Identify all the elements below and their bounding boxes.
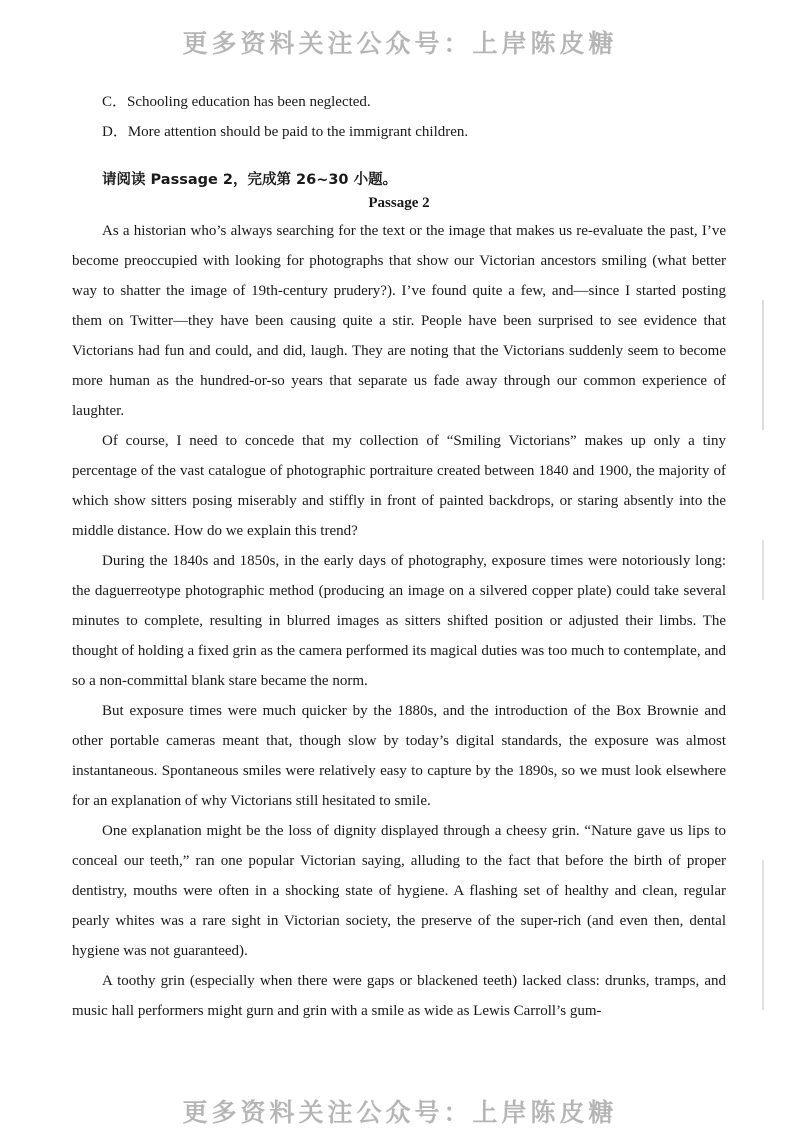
- paragraph-4: But exposure times were much quicker by the 1880s, and the introduction of the Box Brownie and other portable cameras meant that, though slow by today’s digital standards, the exposure was almost instantaneous. Spontaneous smiles were relatively easy to capture by the 1890s, so we must look elsewhere for an explanation of why Victorians still hesitated to smile.: [72, 703, 726, 809]
- watermark-top: 更多资料关注公众号：上岸陈皮糖: [182, 29, 618, 58]
- option-c: C．Schooling education has been neglected.: [102, 94, 371, 110]
- scan-edge-line: [762, 540, 764, 600]
- scan-edge-line: [762, 860, 764, 1010]
- option-d: D．More attention should be paid to the immigrant children.: [102, 124, 469, 140]
- paragraph-2: Of course, I need to concede that my collection of “Smiling Victorians” makes up only a tiny percentage of the vast catalogue of photographic portraiture created between 1840 and 1900, the majority of which show sitters posing miserably and stiffly in front of painted backdrops, or staring absently into the middle distance. How do we explain this trend?: [72, 433, 726, 539]
- passage-title: Passage 2: [368, 195, 430, 211]
- paragraph-1: As a historian who’s always searching for the text or the image that makes us re-evaluate the past, I’ve become preoccupied with looking for photographs that show our Victorian ancestors smiling (what better way to shatter the image of 19th-century prudery?). I’ve found quite a few, and—since I started posting them on Twitter—they have been causing quite a stir. People have been surprised to see evidence that Victorians had fun and could, and did, laugh. They are noting that the Victorians suddenly seem to become more human as the hundred-or-so years that separate us fade away through our common experience of laughter.: [72, 223, 726, 419]
- paragraph-3: During the 1840s and 1850s, in the early days of photography, exposure times were notoriously long: the daguerreotype photographic method (producing an image on a silvered copper plate) could take several minutes to complete, resulting in blurred images as sitters shifted position or adjusted their limbs. The thought of holding a fixed grin as the camera performed its magical duties was too much to contemplate, and so a non-committal blank stare became the norm.: [72, 553, 726, 689]
- paragraph-5: One explanation might be the loss of dignity displayed through a cheesy grin. “Nature gave us lips to conceal our teeth,” ran one popular Victorian saying, alluding to the fact that before the birth of proper dentistry, mouths were often in a shocking state of hygiene. A flashing set of healthy and clean, regular pearly whites was a rare sight in Victorian society, the preserve of the super-rich (and even then, dental hygiene was not guaranteed).: [72, 823, 726, 959]
- reading-instruction: 请阅读 Passage 2，完成第 26~30 小题。: [102, 172, 398, 188]
- scan-edge-line: [762, 300, 764, 430]
- paragraph-6: A toothy grin (especially when there were gaps or blackened teeth) lacked class: drunks, tramps, and music hall performers might gurn and grin with a smile as wide as Lewis Carroll’s gum-: [72, 973, 726, 1019]
- watermark-bottom: 更多资料关注公众号：上岸陈皮糖: [182, 1098, 618, 1127]
- page-content: [72, 92, 726, 1026]
